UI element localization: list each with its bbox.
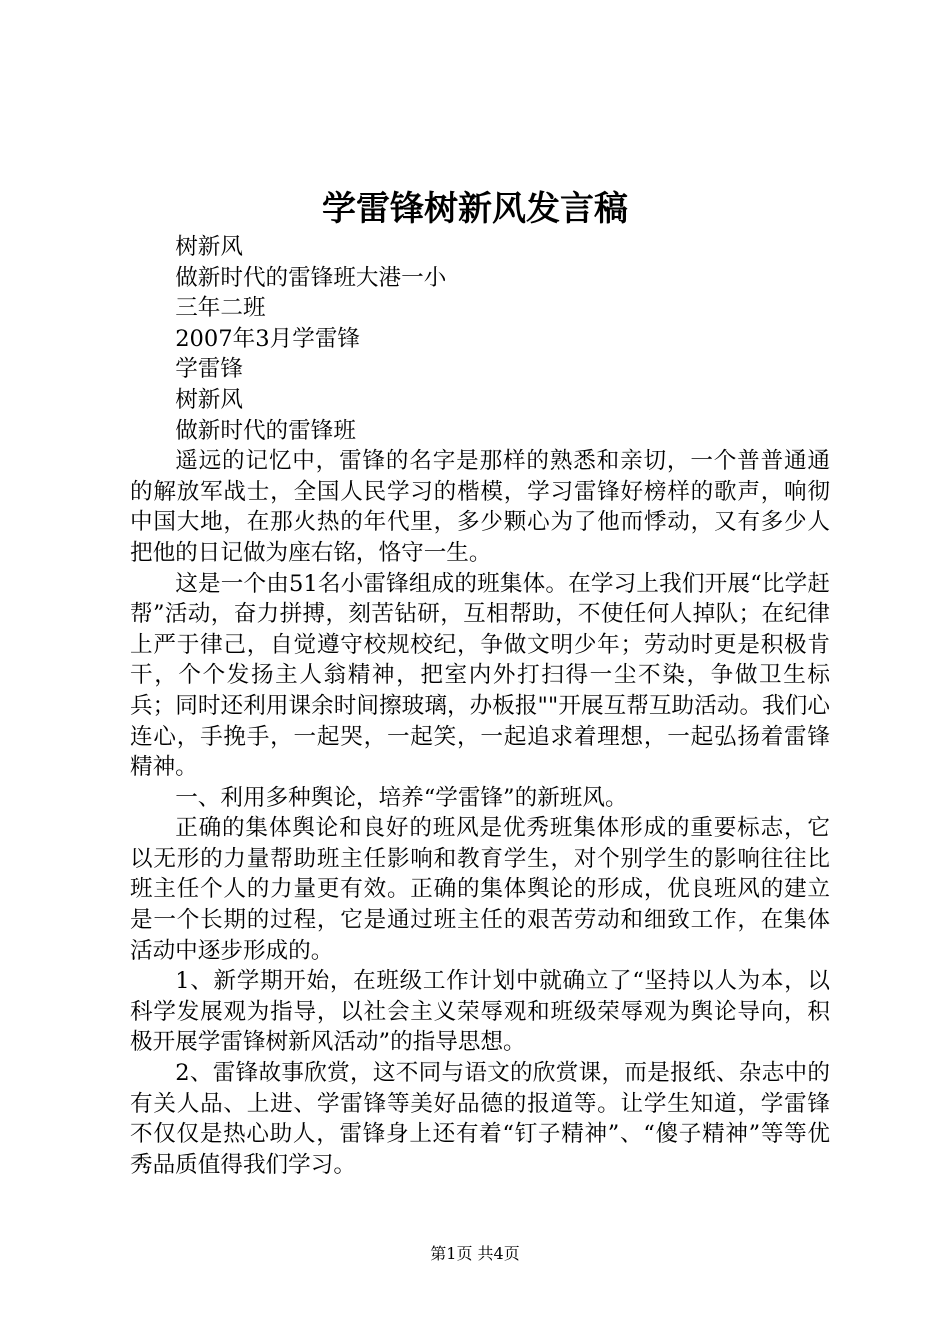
section-heading: 一、利用多种舆论，培养“学雷锋”的新班风。 (175, 784, 628, 811)
document-body (130, 232, 830, 1180)
paragraph: 遥远的记忆中，雷锋的名字是那样的熟悉和亲切，一个普普通通的解放军战士，全国人民学习的楷模，学习雷锋好榜样的歌声，响彻中国大地，在那火热的年代里，多少颗心为了他而悸动，又有多少人把他的日记做为座右铭，恪守一生。 (130, 448, 830, 566)
paragraph: 1、新学期开始，在班级工作计划中就确立了“坚持以人为本，以科学发展观为指导，以社会主义荣辱观和班级荣辱观为舆论导向，积极开展学雷锋树新风活动”的指导思想。 (130, 968, 830, 1056)
header-line: 树新风 (175, 386, 243, 413)
header-line: 做新时代的雷锋班 (175, 417, 356, 444)
paragraph: 2、雷锋故事欣赏，这不同与语文的欣赏课，而是报纸、杂志中的有关人品、上进、学雷锋等美好品德的报道等。让学生知道，学雷锋不仅仅是热心助人，雷锋身上还有着“钉子精神”、“傻子精神”等等优秀品质值得我们学习。 (130, 1060, 830, 1178)
header-line: 学雷锋 (175, 356, 243, 383)
document-title: 学雷锋树新风发言稿 (322, 189, 628, 229)
paragraph: 正确的集体舆论和良好的班风是优秀班集体形成的重要标志，它以无形的力量帮助班主任影响和教育学生，对个别学生的影响往往比班主任个人的力量更有效。正确的集体舆论的形成，优良班风的建立是一个长期的过程，它是通过班主任的艰苦劳动和细致工作，在集体活动中逐步形成的。 (130, 815, 830, 964)
header-line: 做新时代的雷锋班大港一小 (175, 264, 447, 291)
paragraph: 这是一个由51名小雷锋组成的班集体。在学习上我们开展“比学赶帮”活动，奋力拼搏，刻苦钻研，互相帮助，不使任何人掉队；在纪律上严于律己，自觉遵守校规校纪，争做文明少年；劳动时更是积极肯干，个个发扬主人翁精神，把室内外打扫得一尘不染，争做卫生标兵；同时还利用课余时间擦玻璃，办板报""开展互帮互助活动。我们心连心，手挽手，一起哭，一起笑，一起追求着理想，一起弘扬着雷锋精神。 (130, 570, 830, 781)
header-line: 三年二班 (175, 295, 266, 322)
header-line: 2007年3月学雷锋 (175, 325, 361, 352)
page-footer: 第1页 共4页 (430, 1244, 520, 1263)
header-line: 树新风 (175, 234, 243, 260)
